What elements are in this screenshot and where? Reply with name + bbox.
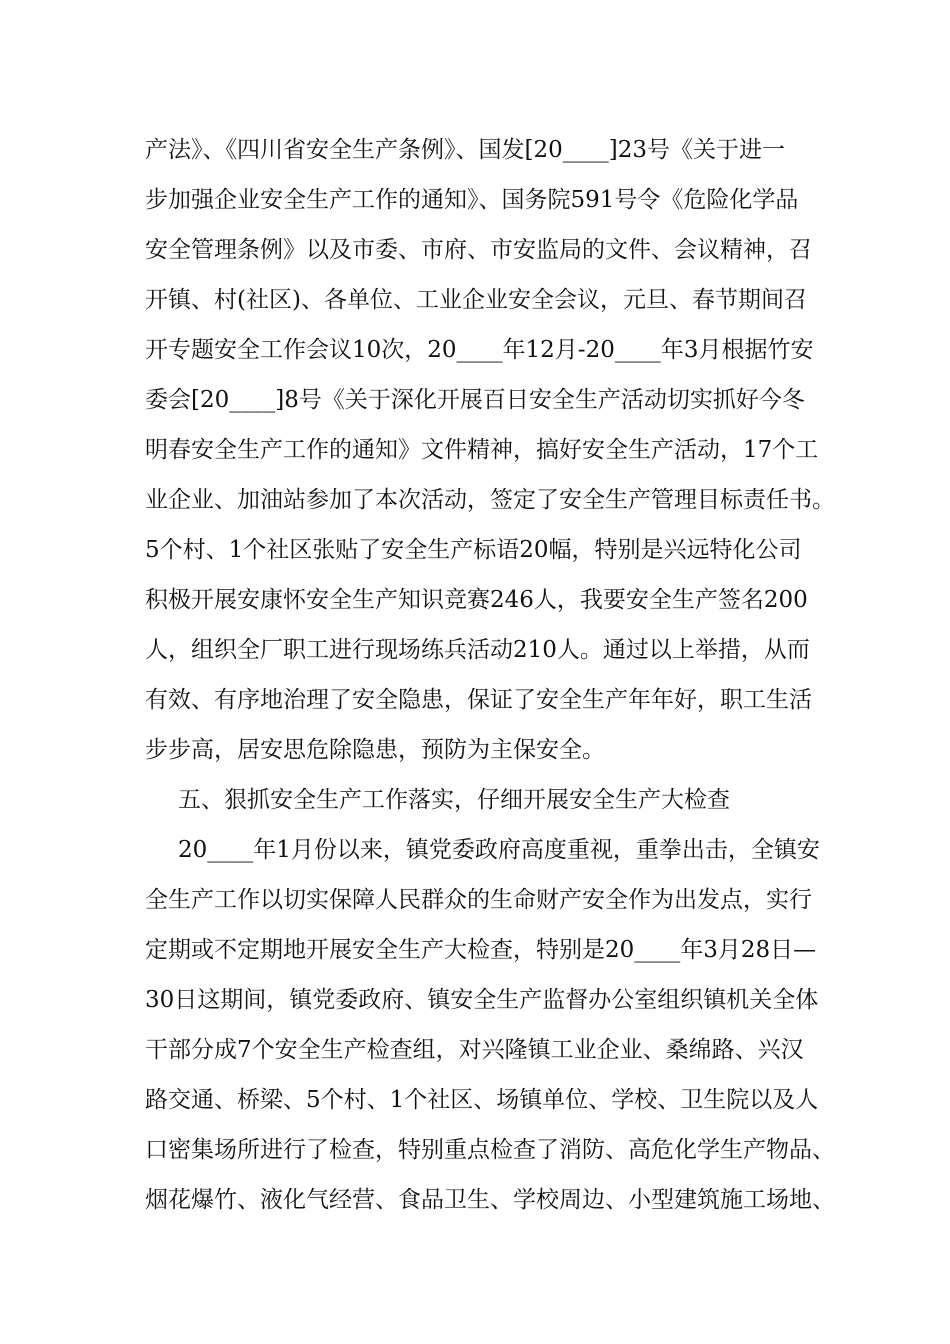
text-line: 开专题安全工作会议10次，20____年12月-20____年3月根据竹安 [145, 337, 814, 363]
text-line: 委会[20____]8号《关于深化开展百日安全生产活动切实抓好今冬 [145, 387, 805, 413]
text-line: 烟花爆竹、液化气经营、食品卫生、学校周边、小型建筑施工场地、 [145, 1187, 835, 1213]
text-line: 业企业、加油站参加了本次活动，签定了安全生产管理目标责任书。 [145, 487, 835, 513]
text-line: 30日这期间，镇党委政府、镇安全生产监督办公室组织镇机关全体 [145, 987, 819, 1013]
text-line: 全生产工作以切实保障人民群众的生命财产安全作为出发点，实行 [145, 887, 812, 913]
text-line: 明春安全生产工作的通知》文件精神，搞好安全生产活动，17个工 [145, 437, 819, 463]
text-line: 口密集场所进行了检查，特别重点检查了消防、高危化学生产物品、 [145, 1137, 835, 1163]
text-line: 开镇、村(社区)、各单位、工业企业安全会议，元旦、春节期间召 [145, 287, 807, 313]
section-heading: 五、狠抓安全生产工作落实，仔细开展安全生产大检查 [178, 787, 730, 813]
text-line: 5个村、1个社区张贴了安全生产标语20幅，特别是兴远特化公司 [145, 537, 802, 563]
text-line: 步加强企业安全生产工作的通知》、国务院591号令《危险化学品 [145, 187, 799, 213]
text-line: 积极开展安康怀安全生产知识竞赛246人，我要安全生产签名200 [145, 587, 808, 613]
text-line: 定期或不定期地开展安全生产大检查，特别是20____年3月28日— [145, 937, 817, 963]
text-line: 20____年1月份以来，镇党委政府高度重视，重拳出击，全镇安 [178, 837, 820, 863]
text-line: 步步高，居安思危除隐患，预防为主保安全。 [145, 737, 605, 763]
text-line: 有效、有序地治理了安全隐患，保证了安全生产年年好，职工生活 [145, 687, 812, 713]
text-line: 安全管理条例》以及市委、市府、市安监局的文件、会议精神，召 [145, 237, 812, 263]
text-line: 产法》、《四川省安全生产条例》、国发[20____]23号《关于进一 [145, 137, 785, 163]
text-line: 干部分成7个安全生产检查组，对兴隆镇工业企业、桑绵路、兴汉 [145, 1037, 804, 1063]
text-line: 人，组织全厂职工进行现场练兵活动210人。通过以上举措，从而 [145, 637, 810, 663]
text-line: 路交通、桥梁、5个村、1个社区、场镇单位、学校、卫生院以及人 [145, 1087, 819, 1113]
